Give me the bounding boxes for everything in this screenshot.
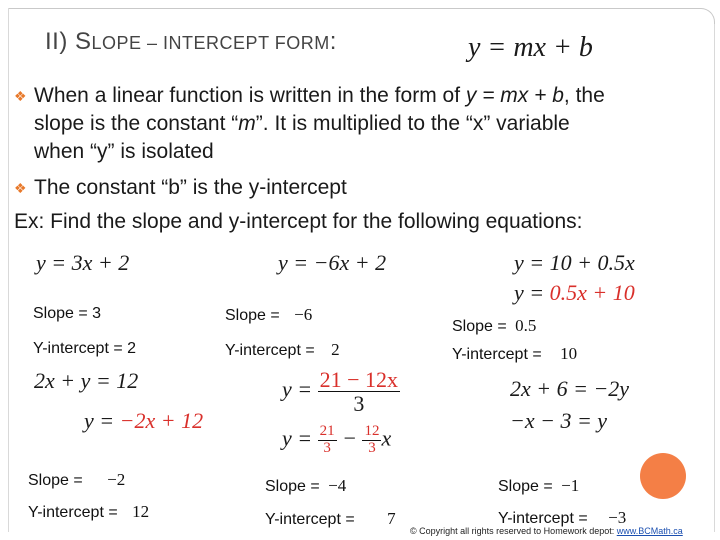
bcmath-link[interactable]: www.BCMath.ca (616, 526, 683, 536)
bullet-diamond-icon: ❖ (14, 88, 27, 104)
problem-5-intercept: Y-intercept = 7 (265, 509, 396, 528)
problem-3-intercept: Y-intercept = 10 (452, 344, 578, 363)
problem-2-equation: y = −6x + 2 (278, 250, 387, 275)
fraction: $\frac{12}{3}$ (364, 423, 380, 456)
fraction: $\frac{21}{3}$ (319, 423, 335, 456)
title-colon: : (329, 28, 337, 55)
slide-title (45, 28, 337, 56)
problem-1-equation: y = 3x + 2 (36, 250, 130, 275)
example-prompt: Ex: Find the slope and y-intercept for the following equations: (14, 210, 583, 233)
problem-6-equation-1: 2x + 6 = −2y (510, 376, 630, 401)
problem-4-slope: Slope = −2 (28, 470, 126, 489)
problem-3-equation-2: y = 0.5x + 10 (514, 280, 635, 305)
problem-5-equation-3: y = $\frac{21}{3}$ − $\frac{12}{3}$ x (282, 423, 392, 456)
problem-6-equation-2: −x − 3 = y (510, 408, 608, 433)
bullet-1-line-1: When a linear function is written in the form of y = mx + b, the (34, 84, 605, 107)
title-rest: LOPE – INTERCEPT FORM (91, 33, 330, 53)
bullet-diamond-icon: ❖ (14, 180, 27, 196)
decorative-circle (640, 453, 686, 499)
problem-5-slope: Slope = −4 (265, 476, 347, 495)
bullet-1-line-2: slope is the constant “m”. It is multiplied to the “x” variable (34, 112, 570, 135)
problem-4-intercept: Y-intercept = 12 (28, 502, 150, 521)
problem-4-equation-1: 2x + y = 12 (34, 368, 139, 393)
problem-5-equation-2: y = $\frac{21 - 12x}{3}$ (282, 367, 399, 417)
problem-1-intercept: Y-intercept = 2 (33, 340, 137, 357)
problem-2-intercept: Y-intercept = 2 (225, 340, 340, 359)
title-prefix: II) S (45, 28, 92, 55)
problem-6-intercept: Y-intercept = −3 (498, 508, 627, 527)
slide-frame-left (8, 8, 9, 532)
problem-4-equation-2: y = −2x + 12 (84, 408, 204, 433)
slide-frame-right (714, 24, 715, 532)
problem-3-slope: Slope = 0.5 (452, 316, 537, 335)
fraction: $\frac{21 - 12x}{3}$ (319, 367, 399, 417)
title-formula: y = mx + b (468, 32, 593, 63)
problem-1-slope: Slope = 3 (33, 305, 102, 322)
bullet-2: The constant “b” is the y-intercept (34, 176, 347, 199)
copyright-footer: © Copyright all rights reserved to Homework depot: www.BCMath.ca (410, 526, 683, 536)
problem-3-equation-1: y = 10 + 0.5x (514, 250, 635, 275)
problem-2-slope: Slope = −6 (225, 305, 313, 324)
bullet-1-line-3: when “y” is isolated (34, 140, 214, 163)
problem-6-slope: Slope = −1 (498, 476, 580, 495)
